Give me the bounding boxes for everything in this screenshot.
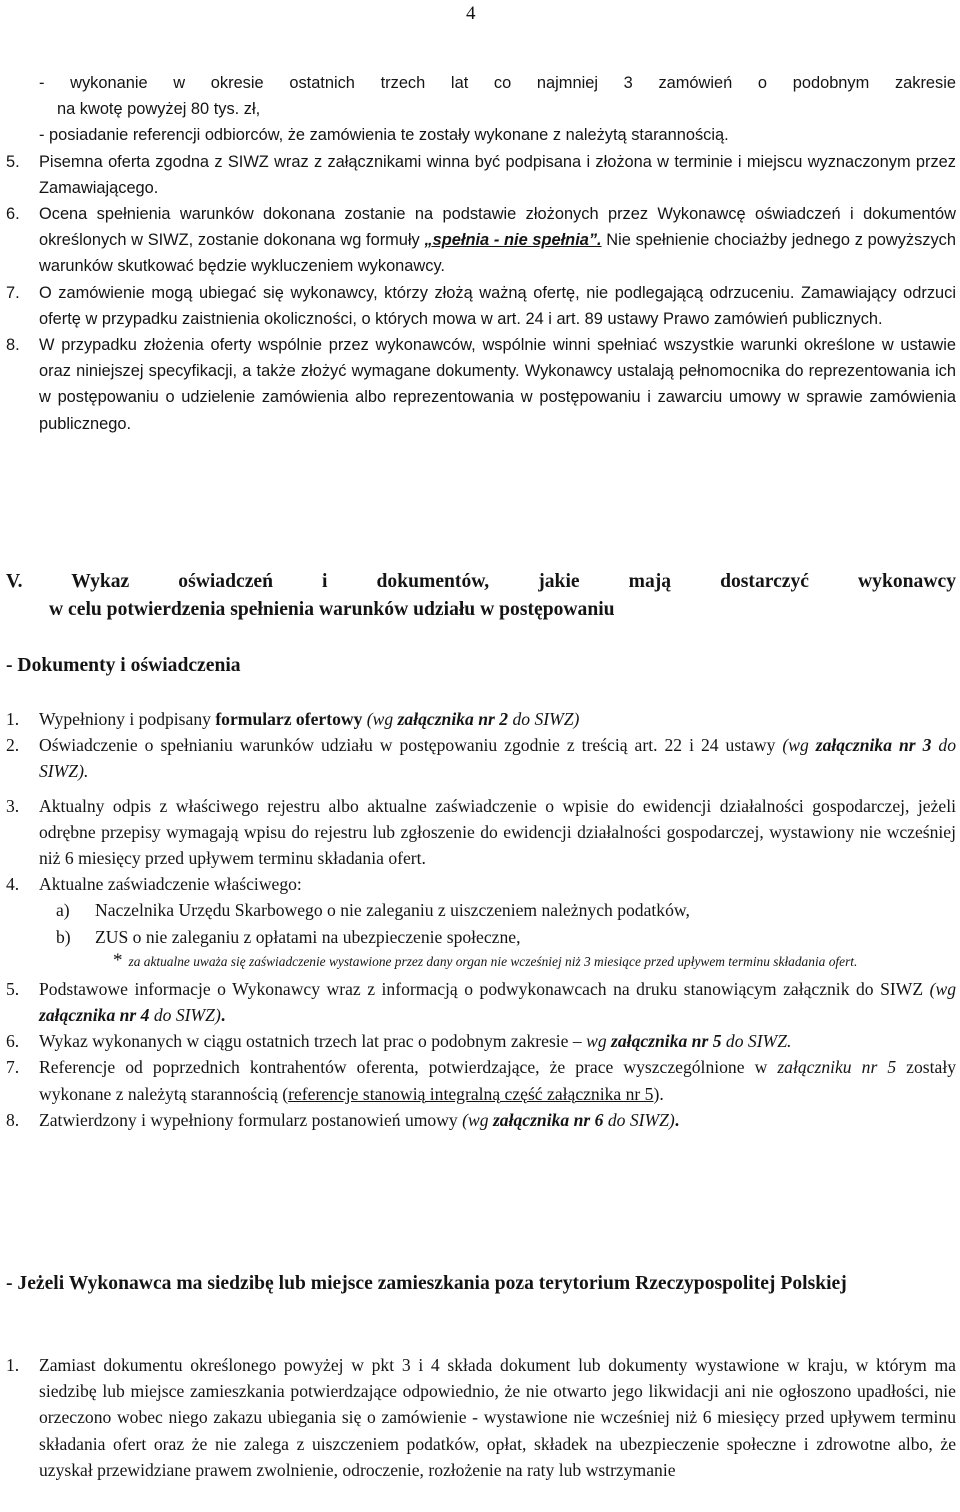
doc-item-6: 6. Wykaz wykonanych w ciągu ostatnich trzech lat prac o podobnym zakresie – wg załącznika nr 5 do SIWZ. [6, 1031, 792, 1052]
doc-item-7: 7. Referencje od poprzednich kontrahentów oferenta, potwierdzające, że prace wyszczególnione w załączniku nr 5 zostały wykonane z należytą starannością (referencje stanowią integralną część załącznika nr 5). [6, 1057, 956, 1104]
formula-text: „spełnia - nie spełnia”. [424, 231, 602, 250]
section-v-subheading: - Dokumenty i oświadczenia [6, 655, 241, 676]
footnote: * za aktualne uważa się zaświadczenie wystawione przez dany organ nie wcześniej niż 3 miesiące przed upływem terminu składania ofert. [113, 949, 858, 971]
doc-item-4b: b) ZUS o nie zaleganiu z opłatami na ubezpieczenie społeczne, [56, 926, 521, 947]
doc-item-1: 1. Wypełniony i podpisany formularz ofertowy (wg załącznika nr 2 do SIWZ) [6, 709, 580, 729]
list-item-8: 8. W przypadku złożenia oferty wspólnie przez wykonawców, wspólnie winni spełniać wszystkie warunki określone w ustawie oraz niniejszej specyfikacji, a także złożyć wymagane dokumenty. Wykonawcy ustalają pełnomocnika do reprezentowania ich w postępowaniu o udzielenie zamówienia albo reprezentowania w postępowaniu i zawarciu umowy w sprawie zamówienia publicznego. [6, 336, 956, 433]
doc-item-4a: a) Naczelnika Urzędu Skarbowego o nie zaleganiu z uiszczeniem należnych podatków, [56, 900, 690, 921]
foreign-list [0, 1352, 960, 1483]
asterisk: * [113, 949, 123, 971]
foreign-heading: - Jeżeli Wykonawca ma siedzibę lub miejsce zamieszkania poza terytorium Rzeczypospolitej Polskiej [6, 1273, 847, 1294]
page-number: 4 [466, 3, 476, 24]
section-v-title: V. Wykaz oświadczeń i dokumentów, jakie mają dostarczyć wykonawcy w celu potwierdzenia spełnienia warunków udziału w postępowaniu [6, 571, 956, 620]
conditions-list [0, 70, 960, 437]
list-item-7: 7. O zamówienie mogą ubiegać się wykonawcy, którzy złożą ważną ofertę, nie podlegającą odrzuceniu. Zamawiający odrzuci ofertę w przypadku zaistnienia okoliczności, o których mowa w art. 24 i art. 89 ustawy Prawo zamówień publicznych. [6, 283, 956, 328]
doc-item-8: 8. Zatwierdzony i wypełniony formularz postanowień umowy (wg załącznika nr 6 do SIWZ). [6, 1109, 680, 1130]
list-item-5: 5. Pisemna oferta zgodna z SIWZ wraz z załącznikami winna być podpisana i złożona w terminie i miejscu wyznaczonym przez Zamawiającego. [6, 152, 956, 197]
dash-item-2: - posiadanie referencji odbiorców, że zamówienia te zostały wykonane z należytą starannością. [39, 126, 729, 145]
doc-item-3: 3. Aktualny odpis z właściwego rejestru albo aktualne zaświadczenie o wpisie do ewidencji działalności gospodarczej, jeżeli odrębne przepisy wymagają wpisu do rejestru lub zgłoszenie do ewidencji działalności gospodarczej, wystawiony nie wcześniej niż 6 miesięcy przed upływem terminu składania ofert. [6, 795, 956, 869]
documents-list [0, 706, 960, 1133]
foreign-item-1: 1. Zamiast dokumentu określonego powyżej w pkt 3 i 4 składa dokument lub dokumenty wystawione w kraju, w którym ma siedzibę lub miejsce zamieszkania potwierdzające odpowiednio, że nie otwarto jego likwidacji ani nie ogłoszono upadłości, nie orzeczono wobec niego zakazu ubiegania się o zamówienie - wystawione nie wcześniej niż 6 miesięcy przed upływem terminu składania ofert oraz że nie zalega z uiszczeniem podatków, opłat, składek na ubezpieczenie społeczne i zdrowotne albo, że uzyskał przewidziane prawem zwolnienie, odroczenie, rozłożenie na raty lub wstrzymanie [6, 1355, 956, 1480]
doc-item-2: 2. Oświadczenie o spełnianiu warunków udziału w postępowaniu zgodnie z treścią art. 22 i 24 ustawy (wg załącznika nr 3 do SIWZ). [6, 735, 956, 782]
dash-item-1: - wykonanie w okresie ostatnich trzech lat co najmniej 3 zamówień o podobnym zakresie [39, 74, 956, 92]
list-item-6: 6. Ocena spełnienia warunków dokonana zostanie na podstawie złożonych przez Wykonawcę oświadczeń i dokumentów określonych w SIWZ, zostanie dokonana wg formuły „spełnia - nie spełnia”. Nie spełnienie chociażby jednego z powyższych warunków skutkować będzie wykluczeniem wykonawcy. [6, 205, 956, 276]
dash-item-1-cont: na kwotę powyżej 80 tys. zł, [57, 100, 261, 119]
doc-item-5: 5. Podstawowe informacje o Wykonawcy wraz z informacją o podwykonawcach na druku stanowiącym załącznik do SIWZ (wg załącznika nr 4 do SIWZ). [6, 978, 956, 1026]
doc-item-4: 4. Aktualne zaświadczenie właściwego: [6, 874, 302, 895]
